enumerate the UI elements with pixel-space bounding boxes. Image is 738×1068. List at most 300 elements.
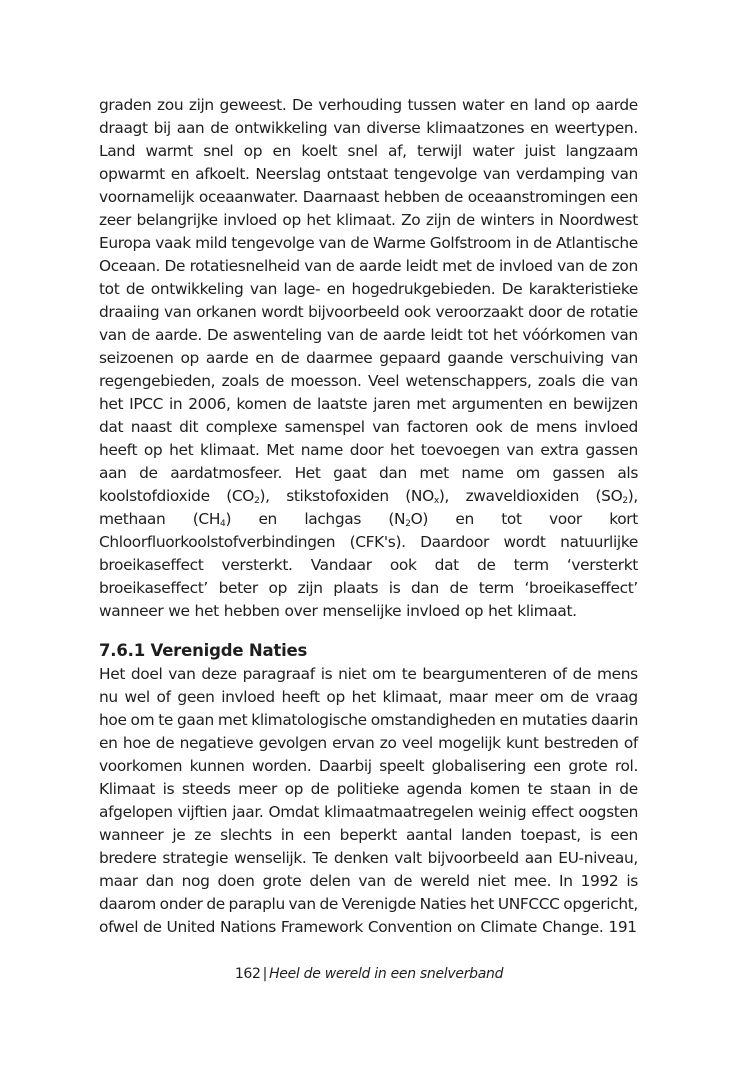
body-line: [99, 94, 638, 117]
word: beter: [218, 579, 258, 597]
body-line: [99, 600, 638, 623]
word: gaat: [333, 464, 367, 482]
word: zeer: [99, 211, 131, 229]
word: op: [464, 602, 484, 620]
word: het: [99, 395, 124, 413]
section-line: [99, 870, 638, 893]
word: ontwikkeling: [150, 280, 244, 298]
word: de: [572, 665, 592, 683]
word: af,: [388, 142, 407, 160]
word: koelt: [301, 142, 338, 160]
word: Vandaar: [310, 556, 372, 574]
word: vóórkomen: [522, 326, 606, 344]
page-number: 162: [234, 966, 261, 982]
word: heeft: [281, 688, 320, 706]
word: In: [559, 872, 573, 890]
word: negatieve: [179, 734, 254, 752]
word: de: [131, 326, 150, 344]
word: de: [292, 395, 312, 413]
word: toevoegen: [420, 441, 500, 459]
word: seizoenen: [99, 349, 174, 367]
word: dan: [378, 464, 407, 482]
word: ‘broeikaseffect’: [524, 579, 638, 597]
word: broeikaseffect: [99, 556, 204, 574]
word: Neerslag: [255, 165, 321, 183]
word: landen: [461, 826, 512, 844]
word: rotatie: [589, 303, 638, 321]
word: de: [619, 780, 638, 798]
word: aan: [99, 464, 127, 482]
word: in: [280, 826, 295, 844]
word: met: [419, 464, 449, 482]
word: mutaties: [521, 711, 588, 729]
word: naast: [130, 418, 172, 436]
word: de: [335, 257, 355, 275]
word: diverse: [366, 119, 421, 137]
word: aan: [176, 119, 205, 137]
word: belangrijke: [136, 211, 218, 229]
word: het: [488, 602, 513, 620]
word: weinig: [478, 803, 527, 821]
word: Met: [266, 441, 294, 459]
word: EU-niveau,: [558, 849, 638, 867]
word: we: [168, 602, 190, 620]
page-footer: [0, 966, 738, 982]
word: gassen: [585, 441, 638, 459]
word: orkanen: [196, 303, 257, 321]
word: hoe: [99, 711, 127, 729]
word: wetenschappers,: [405, 372, 532, 390]
word: bijvoorbeeld: [308, 303, 400, 321]
word: van: [372, 418, 400, 436]
section-line: [99, 801, 638, 824]
word: opwarmt: [99, 165, 165, 183]
word: van: [557, 257, 585, 275]
word: speelt: [379, 757, 425, 775]
word: Daarbij: [318, 757, 372, 775]
word: van: [610, 165, 638, 183]
word: te: [527, 780, 543, 798]
word: gassen: [552, 464, 605, 482]
word: en: [548, 395, 568, 413]
word: dan: [145, 872, 174, 890]
word: Atlantische: [555, 234, 638, 252]
word: globalisering: [431, 757, 526, 775]
word: in: [598, 780, 612, 798]
word: de: [310, 780, 330, 798]
word: tussen: [407, 96, 457, 114]
word: de: [139, 464, 158, 482]
word: de: [125, 280, 145, 298]
word: effect: [531, 803, 574, 821]
word: wordt: [261, 303, 304, 321]
word: extra: [540, 441, 579, 459]
word: zou: [157, 96, 184, 114]
word: van: [249, 280, 278, 298]
word: verhouding: [318, 96, 402, 114]
word: hebben: [383, 188, 440, 206]
word: Oceaan.: [99, 257, 161, 275]
word: het: [351, 688, 376, 706]
word: wereld: [420, 872, 470, 890]
body-line: [99, 186, 638, 209]
word: rol.: [614, 757, 638, 775]
word: de: [444, 188, 463, 206]
word: je: [172, 826, 186, 844]
word: toepast,: [520, 826, 581, 844]
word: over: [284, 602, 318, 620]
word: van: [168, 665, 196, 683]
word: tot: [99, 280, 120, 298]
word: gaan: [176, 711, 214, 729]
word: delen: [309, 872, 351, 890]
body-line: [99, 301, 638, 324]
word: Verenigde: [341, 895, 416, 913]
word: $(CO_2)$,: [226, 487, 270, 506]
word: nu: [99, 688, 118, 706]
word: snel: [203, 142, 234, 160]
word: water: [472, 142, 515, 160]
word: afkoelt.: [195, 165, 250, 183]
word: $(N_2O)$: [388, 510, 428, 529]
word: Convention: [367, 918, 453, 936]
word: de: [570, 688, 589, 706]
word: methaan: [99, 510, 166, 528]
word: De: [207, 326, 228, 344]
word: langzaam: [565, 142, 638, 160]
word: van: [358, 872, 386, 890]
word: land: [533, 96, 566, 114]
word: heeft: [99, 441, 138, 459]
word: tengevolge: [393, 165, 477, 183]
word: het: [493, 326, 518, 344]
word: deze: [201, 665, 237, 683]
word: de: [456, 211, 475, 229]
word: menselijke: [322, 602, 402, 620]
word: de: [566, 303, 585, 321]
word: zijn: [297, 579, 323, 597]
word: of: [156, 688, 171, 706]
word: doel: [130, 665, 163, 683]
word: meer: [238, 780, 277, 798]
word: De: [291, 96, 313, 114]
word: en: [509, 96, 529, 114]
word: aardatmosfeer.: [170, 464, 283, 482]
body-line: [99, 140, 638, 163]
word: Omdat: [268, 803, 320, 821]
word: 191: [608, 918, 637, 936]
word: de: [449, 579, 469, 597]
word: van: [610, 326, 638, 344]
word: een: [303, 826, 331, 844]
word: van: [288, 895, 316, 913]
word: die: [581, 372, 605, 390]
word: leidt: [430, 326, 463, 344]
word: zwaveldioxiden: [465, 487, 579, 505]
word: is: [388, 579, 401, 597]
word: op: [284, 780, 304, 798]
word: zijn: [425, 211, 451, 229]
body-line: [99, 462, 638, 485]
word: kunt: [506, 734, 539, 752]
body-line: [99, 439, 638, 462]
body-line: [99, 370, 638, 393]
word: klimatologische: [251, 711, 367, 729]
word: niet: [338, 665, 367, 683]
word: terwijl: [417, 142, 462, 160]
word: factoren: [406, 418, 469, 436]
word: oceaanwater.: [198, 188, 299, 206]
section-line: [99, 778, 638, 801]
word: gaande: [447, 349, 503, 367]
section-line: [99, 847, 638, 870]
word: 1992: [580, 872, 619, 890]
word: daarin: [591, 711, 638, 729]
word: de: [210, 119, 229, 137]
word: komen: [236, 395, 287, 413]
word: en: [326, 280, 346, 298]
word: aarde: [205, 349, 249, 367]
word: Framework: [280, 918, 363, 936]
word: steeds: [181, 780, 231, 798]
word: UNFCCC: [497, 895, 560, 913]
word: name: [461, 464, 504, 482]
word: bestreden: [543, 734, 619, 752]
word: zijn: [188, 96, 214, 114]
word: het: [389, 441, 415, 459]
body-line: [99, 531, 638, 554]
word: komen: [469, 780, 520, 798]
word: ook: [389, 556, 417, 574]
word: mens: [596, 665, 638, 683]
word: klimaat.: [336, 211, 396, 229]
word: aarde: [595, 96, 638, 114]
body-line: [99, 577, 638, 600]
word: de: [155, 734, 175, 752]
word: bredere: [99, 849, 157, 867]
word: voorkomen: [99, 757, 183, 775]
word: bij: [153, 119, 171, 137]
word: strategie: [162, 849, 229, 867]
word: is: [589, 826, 602, 844]
body-paragraph: [99, 94, 638, 623]
word: ook: [475, 418, 503, 436]
word: meer: [494, 688, 534, 706]
word: op: [180, 349, 199, 367]
word: van: [610, 349, 638, 367]
word: Noordwest: [558, 211, 638, 229]
word: daarmee: [306, 349, 373, 367]
word: om: [372, 665, 396, 683]
word: jaar.: [232, 803, 264, 821]
word: invloed: [499, 257, 553, 275]
body-line: [99, 416, 638, 439]
word: mogelijk: [438, 734, 501, 752]
word: ervan: [332, 734, 375, 752]
word: het: [306, 211, 331, 229]
word: term: [513, 556, 549, 574]
word: van: [482, 165, 511, 183]
word: voor: [549, 510, 582, 528]
word: het: [194, 602, 219, 620]
body-line: [99, 347, 638, 370]
footer-separator: |: [262, 966, 268, 982]
word: de: [206, 895, 225, 913]
body-line: [99, 508, 638, 531]
body-line: [99, 554, 638, 577]
word: paraplu: [228, 895, 285, 913]
word: op: [571, 96, 590, 114]
word: veel: [401, 734, 433, 752]
word: zoals: [537, 372, 576, 390]
word: paragraaf: [242, 665, 315, 683]
word: geen: [177, 688, 215, 706]
word: de: [143, 918, 162, 936]
word: doen: [217, 872, 255, 890]
word: verdamping: [515, 165, 605, 183]
word: vijftien: [177, 803, 228, 821]
word: en: [499, 711, 518, 729]
word: plaats: [333, 579, 379, 597]
word: de: [588, 257, 608, 275]
word: de: [476, 556, 496, 574]
word: agenda: [406, 780, 463, 798]
word: graden: [99, 96, 152, 114]
word: in: [168, 395, 183, 413]
word: Climate: [480, 918, 538, 936]
word: te: [401, 665, 417, 683]
word: De: [164, 257, 186, 275]
word: het: [169, 441, 194, 459]
word: van: [318, 234, 346, 252]
word: is: [320, 665, 333, 683]
body-line: [99, 485, 638, 508]
word: term: [478, 579, 514, 597]
word: denken: [333, 849, 389, 867]
word: geweest.: [219, 96, 287, 114]
word: zon: [611, 257, 638, 275]
word: door: [349, 441, 384, 459]
word: een: [610, 826, 638, 844]
word: tot: [501, 510, 522, 528]
word: het: [469, 895, 495, 913]
word: de: [359, 326, 378, 344]
word: klimaat,: [382, 688, 442, 706]
word: maar: [99, 872, 138, 890]
word: rotatiesnelheid: [189, 257, 300, 275]
word: op: [143, 441, 163, 459]
word: ze: [194, 826, 212, 844]
word: De: [501, 280, 523, 298]
word: aarde.: [154, 326, 202, 344]
word: van: [326, 326, 355, 344]
word: voornamelijk: [99, 188, 195, 206]
word: zoals: [221, 372, 260, 390]
word: invloed: [584, 418, 638, 436]
word: niet: [477, 872, 506, 890]
word: tengevolge: [231, 234, 315, 252]
word: de: [476, 257, 495, 275]
word: vraag: [595, 688, 638, 706]
word: juist: [524, 142, 556, 160]
word: tot: [467, 326, 488, 344]
word: aarde: [358, 257, 402, 275]
word: Zo: [401, 211, 421, 229]
word: en: [530, 119, 549, 137]
body-line: [99, 117, 638, 140]
word: op: [326, 688, 345, 706]
word: nog: [181, 872, 210, 890]
section-line: [99, 824, 638, 847]
word: Het: [294, 464, 321, 482]
word: jaren: [373, 395, 411, 413]
word: ofwel: [99, 918, 139, 936]
word: wanneer: [99, 826, 164, 844]
word: bewijzen: [572, 395, 638, 413]
word: en: [170, 165, 190, 183]
word: name: [300, 441, 343, 459]
word: beperkt: [339, 826, 397, 844]
word: Nations: [219, 918, 276, 936]
word: maar: [448, 688, 488, 706]
body-line: [99, 278, 638, 301]
body-line: [99, 232, 638, 255]
word: op: [282, 211, 301, 229]
word: onder: [159, 895, 203, 913]
section-line: [99, 686, 638, 709]
word: 2006,: [188, 395, 231, 413]
section-heading: 7.6.1 Verenigde Naties: [99, 641, 308, 660]
word: weertypen.: [554, 119, 638, 137]
word: te: [158, 711, 173, 729]
word: Land: [99, 142, 136, 160]
word: van: [304, 257, 332, 275]
word: broeikaseffect’: [99, 579, 208, 597]
word: op: [243, 142, 263, 160]
word: kort: [609, 510, 638, 528]
word: natuurlijke: [560, 533, 638, 551]
word: op: [268, 579, 288, 597]
word: om: [539, 688, 564, 706]
word: water: [462, 96, 505, 114]
body-line: [99, 255, 638, 278]
word: van: [164, 303, 192, 321]
word: de: [265, 372, 285, 390]
word: draagt: [99, 119, 148, 137]
word: de: [533, 234, 552, 252]
section-line: [99, 916, 638, 939]
word: $(CH_4)$: [192, 510, 232, 529]
word: en: [99, 734, 118, 752]
word: lachgas: [304, 510, 362, 528]
word: kunnen: [189, 757, 245, 775]
word: als: [617, 464, 638, 482]
word: de: [319, 895, 339, 913]
word: beargumenteren: [422, 665, 547, 683]
word: laatste: [317, 395, 368, 413]
word: koolstofdioxide: [99, 487, 210, 505]
word: is: [162, 780, 175, 798]
word: mens: [535, 418, 577, 436]
word: dit: [179, 418, 199, 436]
word: daarom: [99, 895, 156, 913]
word: United: [166, 918, 216, 936]
word: grote: [262, 872, 302, 890]
word: ontwikkeling: [234, 119, 328, 137]
body-line: [99, 393, 638, 416]
word: zo: [379, 734, 397, 752]
word: hoe: [122, 734, 151, 752]
